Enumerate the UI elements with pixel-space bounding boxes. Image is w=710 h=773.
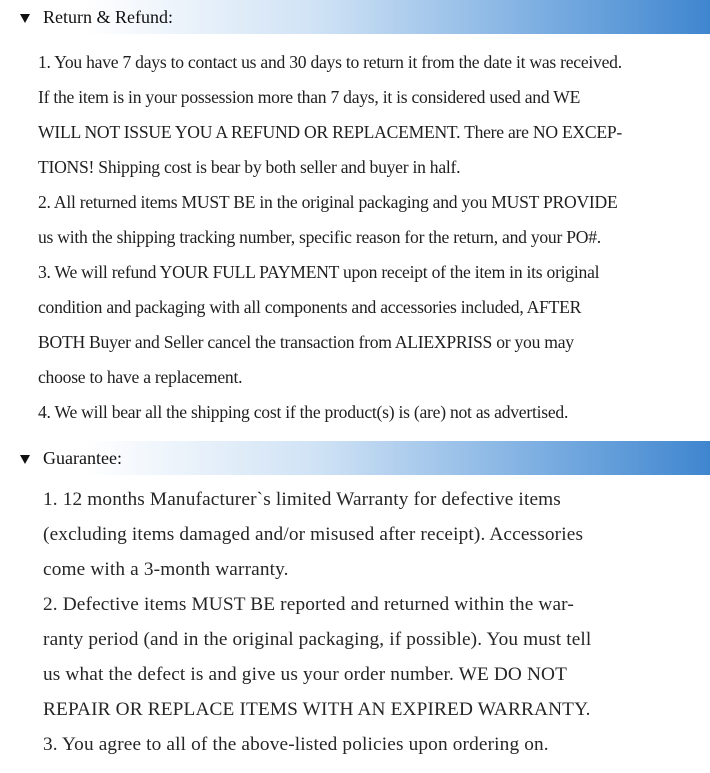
guarantee-title: Guarantee:	[43, 447, 122, 468]
guarantee-line: REPAIR OR REPLACE ITEMS WITH AN EXPIRED WARRANTY.	[43, 699, 591, 720]
guarantee-line: us what the defect is and give us your order number. WE DO NOT	[43, 664, 568, 685]
guarantee-header	[0, 441, 710, 475]
return-line: TIONS! Shipping cost is bear by both seller and buyer in half.	[38, 157, 461, 177]
guarantee-line: 1. 12 months Manufacturer`s limited Warranty for defective items	[43, 489, 561, 510]
guarantee-body	[43, 482, 699, 762]
return-line: WILL NOT ISSUE YOU A REFUND OR REPLACEMENT. There are NO EXCEP-	[38, 122, 623, 142]
return-line: 3. We will refund YOUR FULL PAYMENT upon receipt of the item in its original	[38, 262, 600, 282]
guarantee-line: 2. Defective items MUST BE reported and returned within the war-	[43, 594, 574, 615]
return-line: BOTH Buyer and Seller cancel the transaction from ALIEXPRISS or you may	[38, 332, 574, 352]
return-line: condition and packaging with all components and accessories included, AFTER	[38, 297, 582, 317]
guarantee-line: come with a 3-month warranty.	[43, 559, 289, 580]
return-refund-body	[38, 45, 700, 430]
return-line: 2. All returned items MUST BE in the original packaging and you MUST PROVIDE	[38, 192, 618, 212]
return-line: us with the shipping tracking number, specific reason for the return, and your PO#.	[38, 227, 601, 247]
return-refund-title: Return & Refund:	[43, 6, 173, 27]
guarantee-line: ranty period (and in the original packaging, if possible). You must tell	[43, 629, 592, 650]
guarantee-line: 3. You agree to all of the above-listed policies upon ordering on.	[43, 734, 549, 755]
return-refund-header	[0, 0, 710, 34]
triangle-down-icon	[20, 455, 30, 464]
triangle-down-icon	[20, 14, 30, 23]
return-line: If the item is in your possession more than 7 days, it is considered used and WE	[38, 87, 581, 107]
return-line: choose to have a replacement.	[38, 367, 243, 387]
return-line: 1. You have 7 days to contact us and 30 days to return it from the date it was received.	[38, 52, 622, 72]
return-line: 4. We will bear all the shipping cost if the product(s) is (are) not as advertised.	[38, 402, 569, 422]
guarantee-line: (excluding items damaged and/or misused after receipt). Accessories	[43, 524, 584, 545]
